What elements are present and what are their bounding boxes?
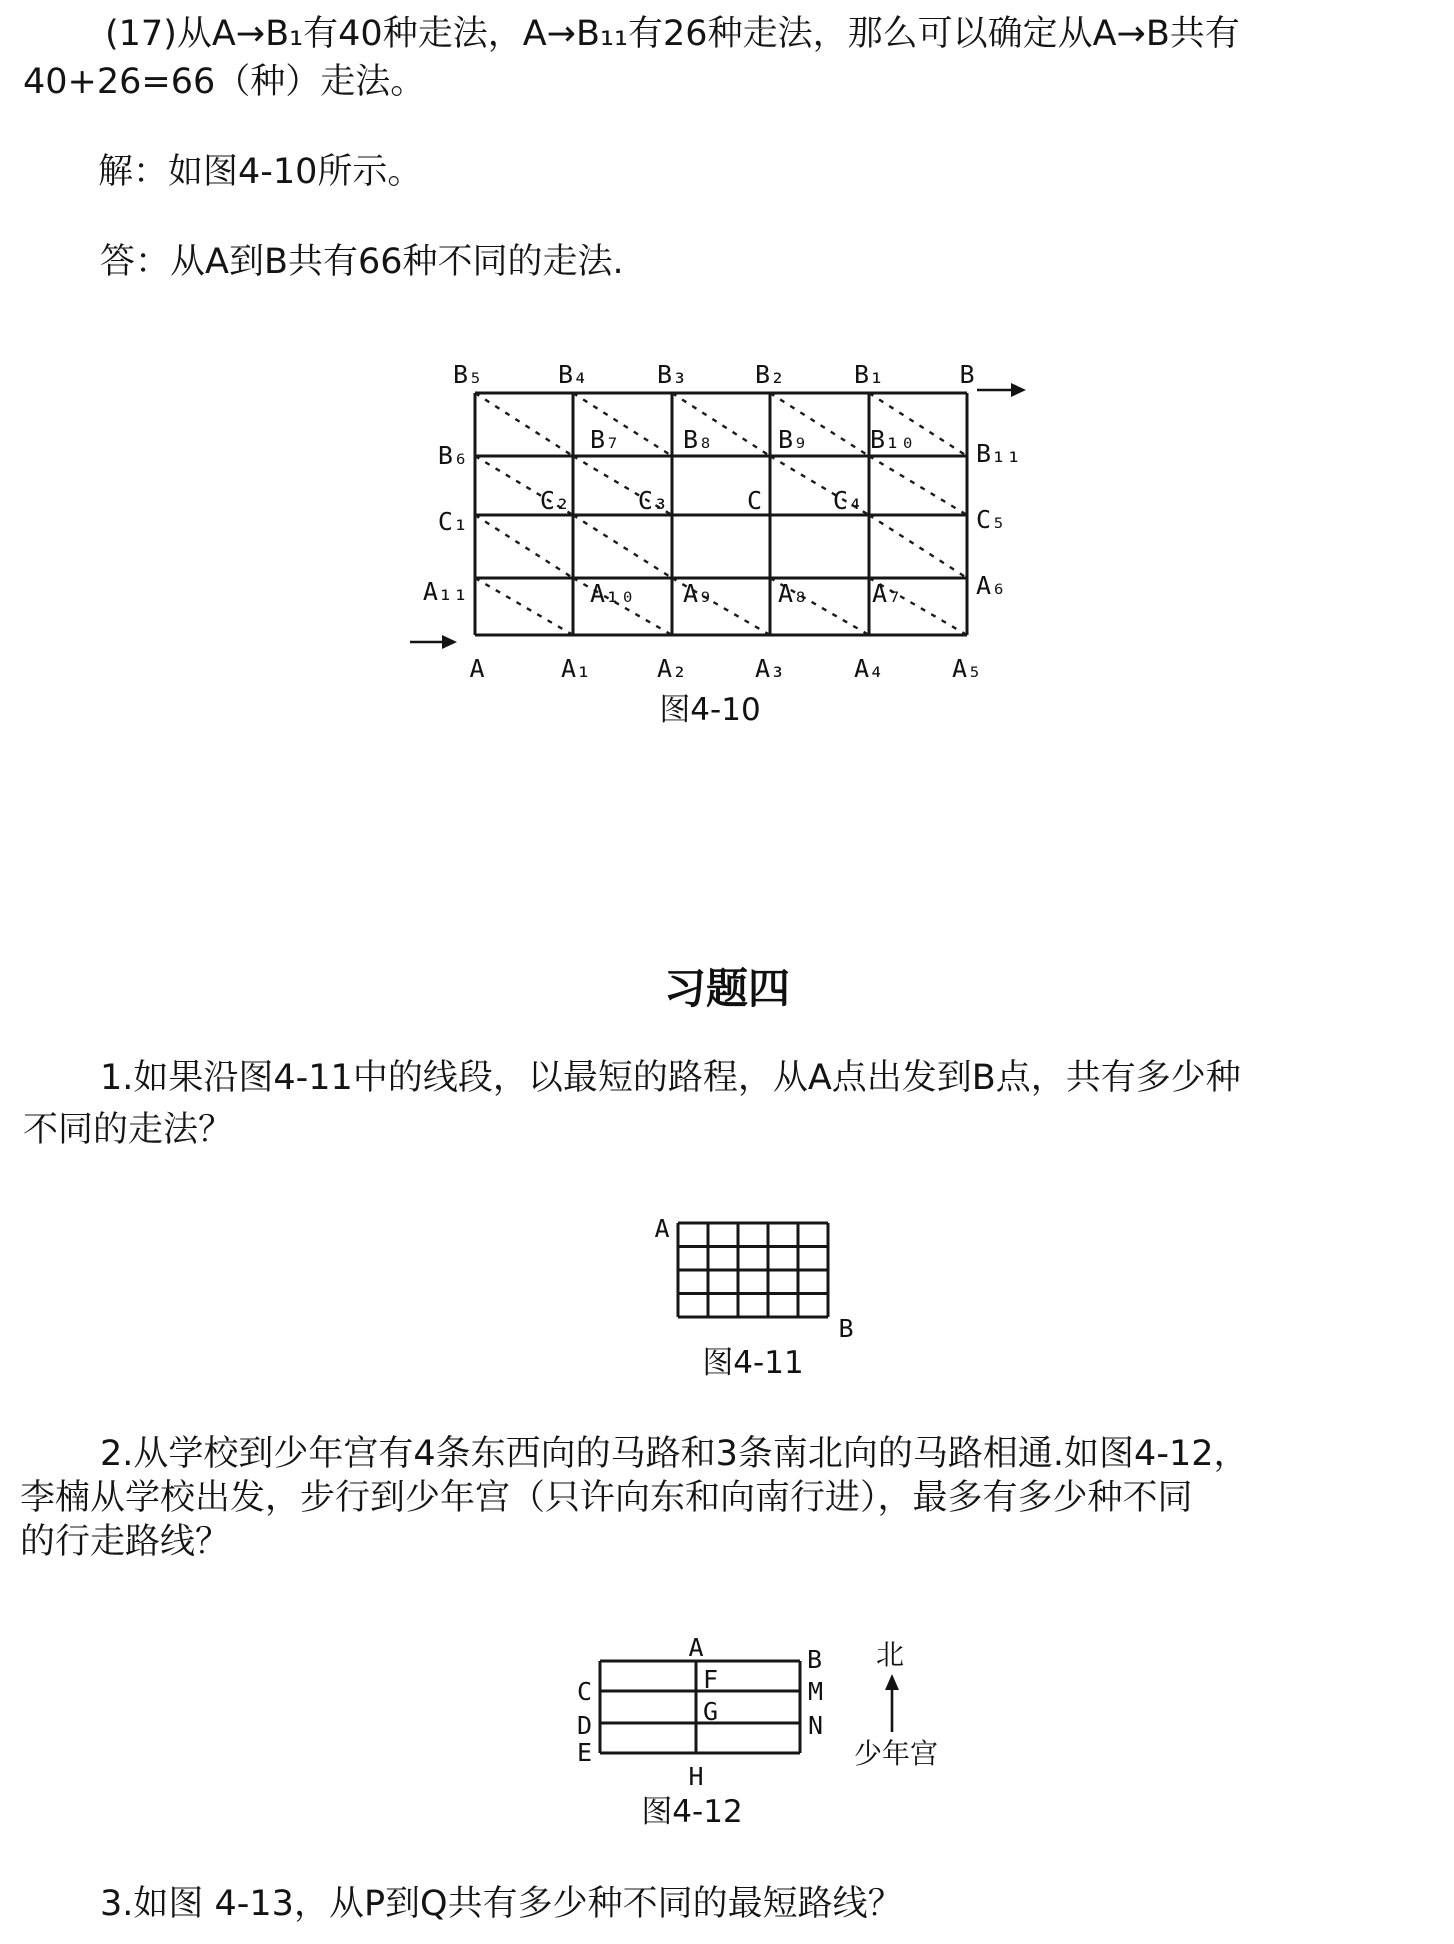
fig410-label-a10: A₁₀ xyxy=(590,579,636,608)
fig412-label-n: N xyxy=(808,1711,824,1740)
fig410-label-c1: C₁ xyxy=(437,507,468,536)
problem3-line: 3.如图 4-13，从P到Q共有多少种不同的最短路线？ xyxy=(100,1884,903,1924)
fig412-label-d: D xyxy=(576,1711,592,1740)
fig410-label-a: A xyxy=(469,654,485,683)
fig410-label-a4: A₄ xyxy=(853,654,885,683)
fig410-label-b9: B₉ xyxy=(778,425,809,454)
solution17-line2: 40+26=66（种）走法。 xyxy=(23,62,426,102)
figure-4-11 xyxy=(600,1210,900,1390)
solution17-line1: (17)从A→B₁有40种走法，A→B₁₁有26种走法，那么可以确定从A→B共有 xyxy=(105,14,1240,54)
fig410-label-a7: A₇ xyxy=(872,579,903,608)
fig412-label-a: A xyxy=(688,1633,704,1662)
fig412-label-g: G xyxy=(703,1697,719,1726)
problem1-line2: 不同的走法？ xyxy=(23,1110,234,1150)
fig411-label-a: A xyxy=(654,1214,670,1243)
fig410-label-c2: C₂ xyxy=(539,486,570,515)
fig410-label-b10: B₁₀ xyxy=(870,425,916,454)
fig410-exit-arrow xyxy=(977,383,1026,397)
fig410-caption: 图4-10 xyxy=(659,692,761,728)
problem2-line1: 2.从学校到少年宫有4条东西向的马路和3条南北向的马路相通.如图4-12， xyxy=(100,1434,1249,1474)
fig411-grid-lines xyxy=(678,1223,828,1317)
fig410-label-a3: A₃ xyxy=(754,654,786,683)
fig410-label-a5: A₅ xyxy=(951,654,983,683)
figure-4-12 xyxy=(540,1630,970,1835)
fig410-label-c3: C₃ xyxy=(637,486,668,515)
exercises-heading: 习题四 xyxy=(663,964,790,1013)
fig410-label-b6: B₆ xyxy=(437,441,468,470)
fig412-label-b: B xyxy=(807,1645,823,1674)
problem2-line3: 的行走路线？ xyxy=(20,1522,231,1562)
solution-reference-line: 解：如图4-10所示。 xyxy=(98,152,423,192)
fig412-label-c: C xyxy=(576,1677,592,1706)
fig412-north-label: 北 xyxy=(875,1638,905,1671)
problem1-line1: 1.如果沿图4-11中的线段，以最短的路程，从A点出发到B点，共有多少种 xyxy=(100,1058,1241,1098)
fig412-label-e: E xyxy=(576,1738,592,1767)
fig410-label-c4: C₄ xyxy=(832,486,863,515)
fig410-label-a11: A₁₁ xyxy=(422,577,468,606)
fig410-label-b4: B₄ xyxy=(557,360,589,389)
fig410-label-b3: B₃ xyxy=(656,360,688,389)
fig410-label-b1: B₁ xyxy=(853,360,885,389)
fig412-north-indicator xyxy=(854,1638,938,1770)
fig412-road-lines xyxy=(600,1661,800,1753)
fig412-label-h: H xyxy=(688,1762,704,1791)
problem2-line2: 李楠从学校出发，步行到少年宫（只许向东和向南行进），最多有多少种不同 xyxy=(20,1478,1193,1518)
fig410-label-c: C xyxy=(746,486,762,515)
fig411-label-b: B xyxy=(838,1314,854,1343)
fig410-label-b: B xyxy=(959,360,975,389)
fig410-label-a8: A₈ xyxy=(778,579,809,608)
fig410-label-b2: B₂ xyxy=(754,360,786,389)
fig410-entry-arrow xyxy=(410,635,457,649)
fig412-destination-label: 少年宫 xyxy=(853,1737,939,1770)
fig410-label-b5: B₅ xyxy=(452,360,484,389)
fig412-label-f: F xyxy=(703,1665,719,1694)
fig410-label-a9: A₉ xyxy=(683,579,714,608)
fig410-label-c5: C₅ xyxy=(976,505,1007,534)
fig410-label-b7: B₇ xyxy=(590,425,621,454)
answer-line: 答：从A到B共有66种不同的走法. xyxy=(100,242,624,282)
fig410-label-a2: A₂ xyxy=(656,654,688,683)
figure-4-10 xyxy=(380,340,1080,735)
fig410-label-a6: A₆ xyxy=(976,571,1007,600)
fig411-caption: 图4-11 xyxy=(702,1345,804,1381)
fig412-label-m: M xyxy=(808,1677,824,1706)
fig412-labels xyxy=(577,1633,823,1791)
fig412-caption: 图4-12 xyxy=(641,1794,743,1830)
fig410-label-a1: A₁ xyxy=(560,654,592,683)
fig410-label-b8: B₈ xyxy=(683,425,714,454)
fig410-label-b11: B₁₁ xyxy=(976,439,1022,468)
